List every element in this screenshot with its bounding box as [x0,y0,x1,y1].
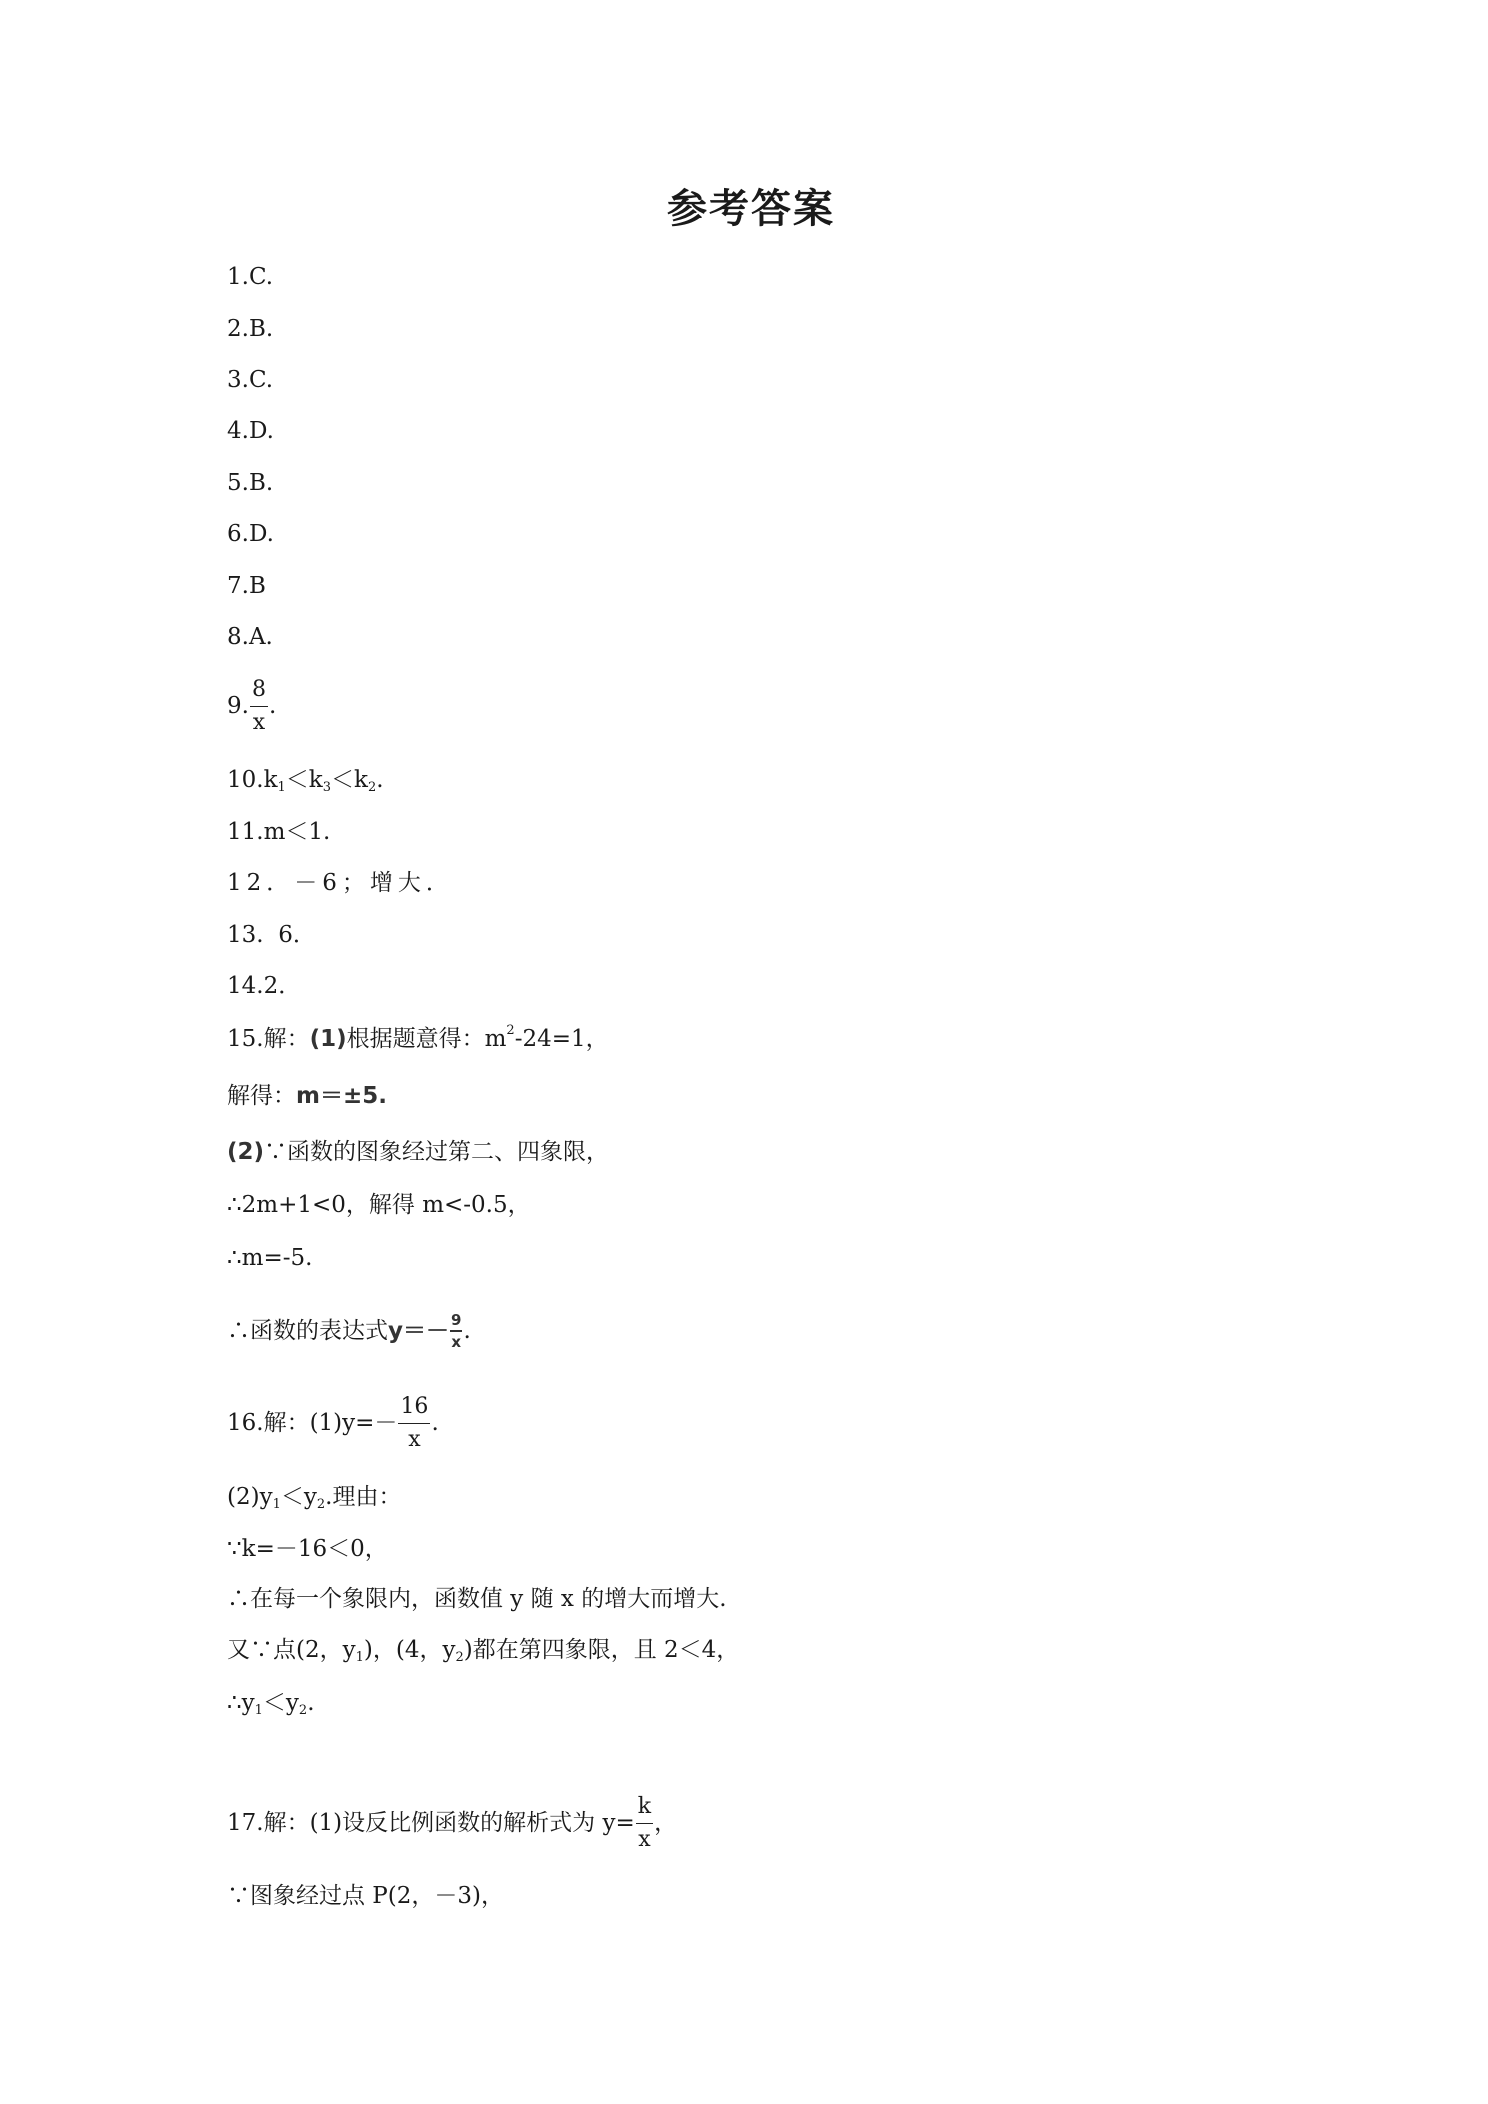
answer-13: 13. 6． [227,922,316,948]
part-label: (1) [309,1026,347,1052]
part-label: (2) [227,1139,265,1165]
fraction-denominator: x [451,1333,462,1351]
answer-3: 3.C. [227,367,274,393]
answer-15-line-2 [227,1081,387,1111]
expression-fraction [636,1795,653,1852]
answer-10-part: ＜k [331,767,368,793]
subscript: 2 [455,1649,464,1665]
answer-4: 4.D. [227,418,274,444]
answer-9-suffix: . [268,693,277,719]
text: )都在第四象限，且 2＜4， [463,1637,740,1663]
answer-5: 5.B. [227,470,274,496]
answer-10 [227,765,384,795]
text: ∴函数的表达式 [227,1318,388,1344]
answer-15-line-5: ∴m=-5. [227,1245,313,1271]
text: 根据题意得：m [346,1026,507,1052]
fraction-denominator: x [638,1826,651,1852]
subscript: 1 [355,1649,364,1665]
subscript: 3 [322,779,332,795]
answer-17-line-1 [227,1792,677,1854]
subscript: 2 [316,1496,326,1512]
text: (2)y [227,1484,273,1510]
answer-16-line-6 [227,1688,315,1718]
answer-16-line-2 [227,1482,401,1512]
fraction-numerator: k [636,1795,653,1824]
text: 16.解：(1)y=－ [227,1410,398,1436]
answer-14: 14.2． [227,973,302,999]
expression-fraction [450,1312,462,1350]
answer-16-line-5 [227,1635,739,1665]
subscript: 2 [298,1702,308,1718]
answer-16-line-1 [227,1392,439,1454]
answer-17-line-2: ∵图象经过点 P(2，－3)， [227,1883,504,1909]
expression: y＝－ [388,1318,449,1344]
text: ， [654,1810,678,1836]
fraction-numerator: 16 [398,1395,430,1424]
subscript: 1 [272,1496,281,1512]
text: ∵函数的图象经过第二、四象限， [264,1139,610,1165]
text: 解得： [227,1083,296,1109]
text: . [463,1318,471,1344]
answer-7: 7.B [227,573,266,599]
text: 17.解：(1)设反比例函数的解析式为 y= [227,1810,635,1836]
text: . [307,1690,315,1716]
text: ＜y [280,1484,317,1510]
fraction-denominator: x [252,709,266,735]
text: )，(4，y [363,1637,456,1663]
superscript: 2 [506,1022,515,1038]
text: ∴y [227,1690,255,1716]
text: 15.解： [227,1026,310,1052]
result: m＝±5. [296,1083,387,1109]
answer-10-part: ＜k [285,767,323,793]
fraction-numerator: 9 [450,1312,462,1332]
answer-10-part: 10.k [227,767,278,793]
answer-15-line-4: ∴2m+1<0，解得 m<-0.5， [227,1192,531,1218]
subscript: 2 [367,779,377,795]
answer-12: 12．－6；增大． [227,870,454,896]
text: .理由： [325,1484,402,1510]
text: ＜y [262,1690,299,1716]
answer-9-fraction [250,678,268,735]
answer-16-line-4: ∴在每一个象限内，函数值 y 随 x 的增大而增大. [227,1586,727,1612]
text: . [431,1410,439,1436]
answer-11: 11.m＜1. [227,819,331,845]
answer-15-line-3 [227,1137,609,1167]
answer-1: 1.C. [227,264,274,290]
answer-9-prefix: 9. [227,693,249,719]
fraction-denominator: x [408,1426,421,1452]
answer-10-part: . [376,767,384,793]
answer-15-line-1 [227,1024,609,1054]
answer-2: 2.B. [227,316,274,342]
subscript: 1 [254,1702,263,1718]
page-title: 参考答案 [667,186,835,232]
answer-15-line-6 [227,1309,471,1353]
answer-6: 6.D. [227,521,274,547]
answer-9 [227,675,276,737]
subscript: 1 [277,779,286,795]
expression-fraction [398,1395,430,1452]
text: -24=1， [514,1026,609,1052]
fraction-numerator: 8 [250,678,268,707]
answer-16-line-3: ∵k=－16＜0， [227,1536,388,1562]
answer-8: 8.A. [227,624,273,650]
text: 又∵点(2，y [227,1637,356,1663]
